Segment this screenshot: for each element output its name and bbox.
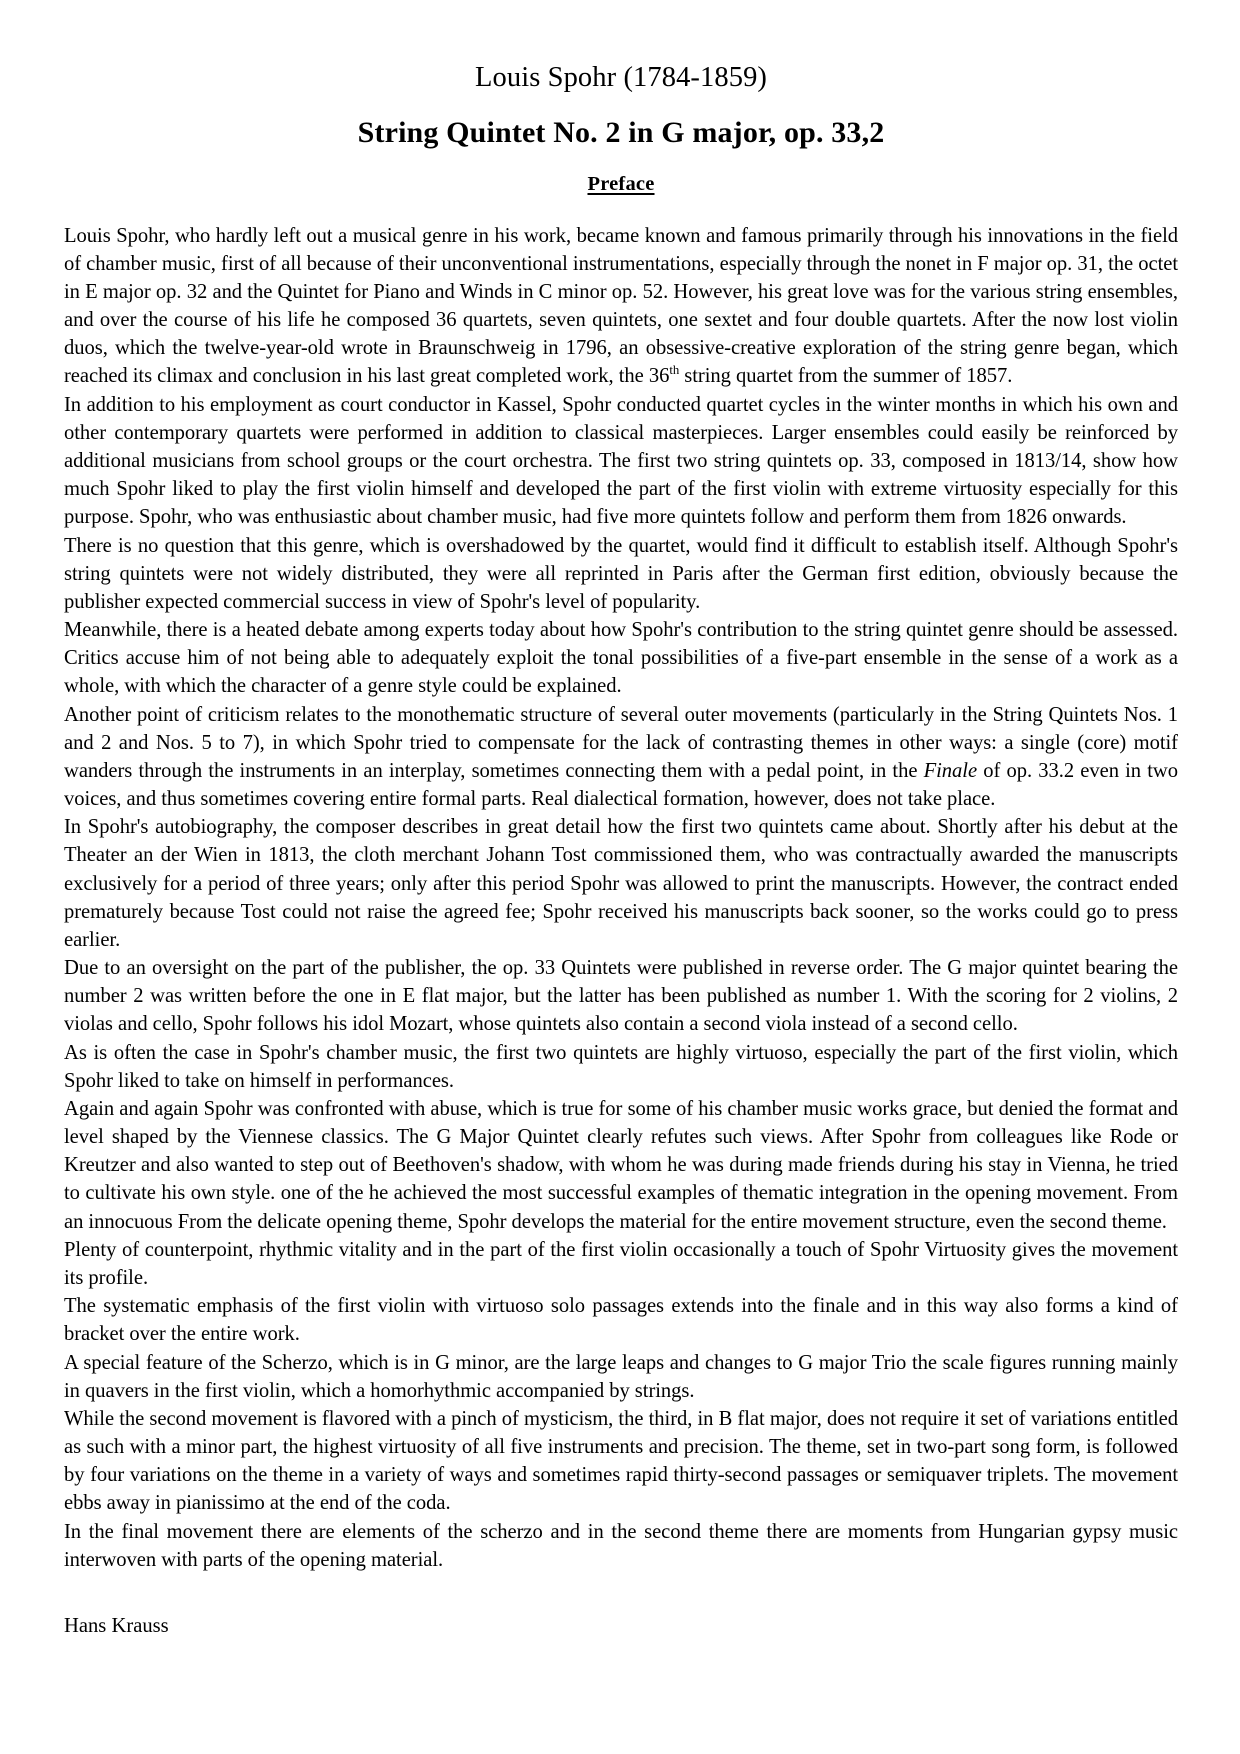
paragraph-12: A special feature of the Scherzo, which is in G minor, are the large leaps and changes to G major Trio the scale figures running mainly in quavers in the first violin, which a homorhythmic accompanied by strings. (64, 1351, 1178, 1402)
paragraph-8: As is often the case in Spohr's chamber music, the first two quintets are highly virtuoso, especially the part of the first violin, which Spohr liked to take on himself in performances. (64, 1041, 1178, 1092)
paragraph-11: The systematic emphasis of the first violin with virtuoso solo passages extends into the finale and in this way also forms a kind of bracket over the entire work. (64, 1295, 1178, 1346)
ordinal-superscript: th (669, 363, 680, 378)
paragraph-10: Plenty of counterpoint, rhythmic vitality and in the part of the first violin occasionally a touch of Spohr Virtuosity gives the movement its profile. (64, 1238, 1178, 1289)
paragraph-3: There is no question that this genre, which is overshadowed by the quartet, would find it difficult to establish itself. Although Spohr's string quintets were not widely distributed, they were all reprinted in Paris after the German first edition, obviously because the publisher expected commercial success in view of Spohr's level of popularity. (64, 534, 1178, 613)
paragraph-5 (64, 701, 1178, 814)
paragraph-1 (64, 222, 1178, 391)
composer-name-heading: Louis Spohr (1784-1859) (474, 62, 768, 93)
paragraph-6: In Spohr's autobiography, the composer describes in great detail how the first two quintets came about. Shortly after his debut at the Theater an der Wien in 1813, the cloth merchant Johann Tost commissioned them, who was contractually awarded the manuscripts exclusively for a period of three years; only after this period Spohr was allowed to print the manuscripts. However, the contract ended prematurely because Tost could not raise the agreed fee; Spohr received his manuscripts back sooner, so the works could go to press earlier. (64, 816, 1178, 951)
paragraph-7: Due to an oversight on the part of the publisher, the op. 33 Quintets were published in reverse order. The G major quintet bearing the number 2 was written before the one in E flat major, but the latter has been published as number 1. With the scoring for 2 violins, 2 violas and cello, Spohr follows his idol Mozart, whose quintets also contain a second viola instead of a second cello. (64, 957, 1178, 1036)
author-signature: Hans Krauss (64, 1614, 169, 1637)
preface-body (64, 222, 1178, 1574)
paragraph-14: In the final movement there are elements of the scherzo and in the second theme there are moments from Hungarian gypsy music interwoven with parts of the opening material. (64, 1520, 1178, 1571)
preface-heading: Preface (587, 172, 655, 195)
paragraph-1-text-before-superscript: Louis Spohr, who hardly left out a musical genre in his work, became known and famous primarily through his innovations in the field of chamber music, first of all because of their unconventional instrumentations, especially through the nonet in F major op. 31, the octet in E major op. 32 and the Quintet for Piano and Winds in C minor op. 52. However, his great love was for the various string ensembles, and over the course of his life he composed 36 quartets, seven quintets, one sextet and four double quartets. After the now lost violin duos, which the twelve-year-old wrote in Braunschweig in 1796, an obsessive-creative exploration of the string genre began, which reached its climax and conclusion in his last great completed work, the 36 (64, 224, 1178, 388)
finale-italic-term: Finale (923, 759, 978, 782)
work-title-heading: String Quintet No. 2 in G major, op. 33,2 (357, 115, 885, 149)
paragraph-5-text-before-italic: Another point of criticism relates to the monothematic structure of several outer movements (particularly in the String Quintets Nos. 1 and 2 and Nos. 5 to 7), in which Spohr tried to compensate for the lack of contrasting themes in other ways: a single (core) motif wanders through the instruments in an interplay, sometimes connecting them with a pedal point, in the (64, 703, 1178, 782)
preface-heading-container (64, 173, 1178, 196)
paragraph-1-text-after-superscript: string quartet from the summer of 1857. (679, 365, 1013, 388)
paragraph-4: Meanwhile, there is a heated debate among experts today about how Spohr's contribution to the string quintet genre should be assessed. Critics accuse him of not being able to adequately exploit the tonal possibilities of a five-part ensemble in the sense of a work as a whole, with which the character of a genre style could be explained. (64, 619, 1178, 698)
paragraph-9: Again and again Spohr was confronted with abuse, which is true for some of his chamber music works grace, but denied the format and level shaped by the Viennese classics. The G Major Quintet clearly refutes such views. After Spohr from colleagues like Rode or Kreutzer and also wanted to step out of Beethoven's shadow, with whom he was during made friends during his stay in Vienna, he tried to cultivate his own style. one of the he achieved the most successful examples of thematic integration in the opening movement. From an innocuous From the delicate opening theme, Spohr develops the material for the entire movement structure, even the second theme. (64, 1097, 1178, 1233)
paragraph-2: In addition to his employment as court conductor in Kassel, Spohr conducted quartet cycles in the winter months in which his own and other contemporary quartets were performed in addition to classical masterpieces. Larger ensembles could easily be reinforced by additional musicians from school groups or the court orchestra. The first two string quintets op. 33, composed in 1813/14, show how much Spohr liked to play the first violin himself and developed the part of the first violin with extreme virtuosity especially for this purpose. Spohr, who was enthusiastic about chamber music, had five more quintets follow and perform them from 1826 onwards. (64, 393, 1178, 529)
paragraph-13: While the second movement is flavored with a pinch of mysticism, the third, in B flat major, does not require it set of variations entitled as such with a minor part, the highest virtuosity of all five instruments and precision. The theme, set in two-part song form, is followed by four variations on the theme in a variety of ways and sometimes rapid thirty-second passages or semiquaver triplets. The movement ebbs away in pianissimo at the end of the coda. (64, 1407, 1178, 1515)
paragraph-5-text-after-italic: of op. 33.2 even in two voices, and thus sometimes covering entire formal parts. Real dialectical formation, however, does not take place. (64, 759, 1178, 811)
